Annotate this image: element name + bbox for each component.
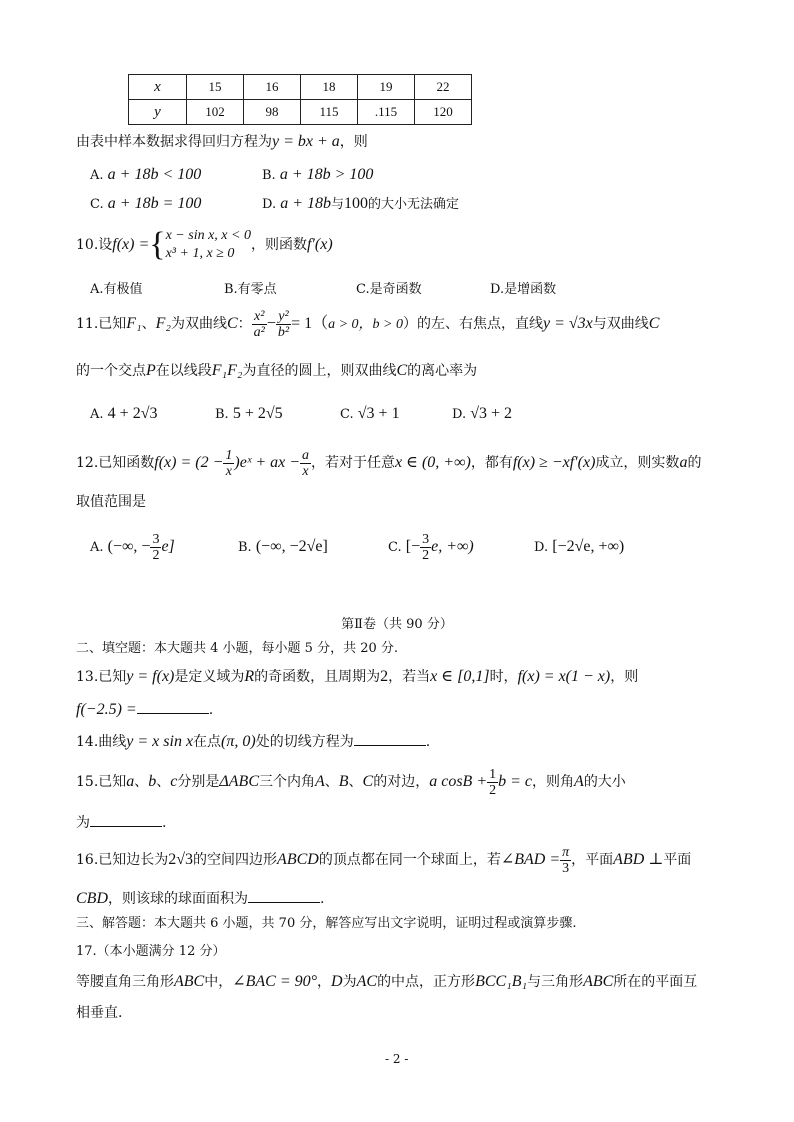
option-value: a + 18b = 100 — [107, 195, 202, 212]
sample-data-table — [128, 74, 472, 125]
option-value: 5 + 2√5 — [232, 405, 283, 422]
question-number: 12. — [76, 455, 99, 471]
q16-text: 的空间四边形 — [193, 852, 278, 868]
q15-text: 三个内角 — [258, 774, 315, 790]
q12-option-a[interactable] — [90, 530, 175, 565]
q15-text: 为 — [76, 815, 90, 831]
q12-frac2 — [300, 448, 311, 479]
option-label: A. — [90, 407, 104, 422]
answer-blank[interactable] — [90, 812, 162, 827]
q17-math: ABC — [583, 973, 614, 990]
option-label: B. — [238, 540, 252, 555]
q11-sep: 、 — [141, 316, 156, 332]
q10-text2: ，则函数 — [250, 237, 307, 253]
q17-text: 与三角形 — [527, 974, 584, 990]
q9-stem-text: 由表中样本数据求得回归方程为 — [76, 134, 272, 150]
question-number: 11. — [76, 316, 99, 332]
q11-option-a[interactable] — [90, 405, 157, 424]
q10-option-d[interactable]: D.是增函数 — [490, 282, 557, 297]
q14-text: 处的切线方程为 — [255, 734, 354, 750]
q17-math: ABC — [174, 973, 205, 990]
option-label: B. — [262, 168, 276, 183]
option-label: C. — [340, 407, 354, 422]
q15-stem — [76, 764, 626, 800]
q11-p: P — [146, 362, 156, 379]
table-cell: 18 — [301, 75, 358, 100]
q15-text: 分别是 — [177, 774, 220, 790]
q12-text: 的 — [687, 455, 702, 471]
q9-regression-eq: y = bx + a — [272, 133, 340, 150]
q13-math: f(x) = x(1 − x) — [517, 668, 611, 685]
option-value: a + 18b < 100 — [107, 166, 202, 183]
option-value: 4 + 2√3 — [107, 405, 158, 422]
q11-option-c[interactable] — [340, 405, 400, 424]
q11-frac1 — [252, 309, 267, 340]
q12-text: ，若对于任意 — [311, 455, 396, 471]
q13-text: 已知 — [98, 669, 127, 685]
table-cell: 98 — [244, 100, 301, 125]
q17-text: 中， — [204, 974, 233, 990]
q11-c: C — [648, 315, 660, 332]
q11-text: 的一个交点 — [76, 363, 146, 379]
q9-option-c[interactable] — [90, 195, 201, 214]
q15-sep: 、 — [134, 774, 149, 790]
q11-text: ）的左、右焦点，直线 — [403, 316, 543, 332]
frac-num: 3 — [152, 532, 160, 547]
table-cell: 16 — [244, 75, 301, 100]
frac-num: 3 — [422, 532, 430, 547]
q12-option-c[interactable] — [388, 530, 474, 565]
q11-c: C — [226, 315, 238, 332]
table-cell: 120 — [415, 100, 472, 125]
q14-math: y = x sin x — [126, 733, 194, 750]
q16-math: ABCD — [277, 851, 319, 868]
row-label-y: y — [129, 100, 187, 125]
q12-text: ，都有 — [470, 455, 513, 471]
option-value: 100 — [344, 195, 369, 212]
option-text: 与 — [331, 197, 345, 212]
q13-text: 是定义域为 — [174, 669, 245, 685]
q10-stem — [76, 225, 333, 265]
q15-math: a cosB + — [429, 773, 488, 790]
frac-den: 2 — [422, 548, 430, 563]
q14-math: (π, 0) — [221, 733, 256, 750]
q15-sep: 、 — [156, 774, 171, 790]
q11-cond: a > 0，b > 0 — [328, 317, 403, 332]
option-label: A. — [90, 168, 104, 183]
answer-blank[interactable] — [248, 888, 320, 903]
q11-f1: F₁ — [126, 315, 142, 332]
q16-text: 的顶点都在同一个球面上，若 — [318, 852, 501, 868]
frac-num: 1 — [489, 766, 497, 782]
section2-heading: 二、填空题：本大题共 4 小题，每小题 5 分，共 20 分. — [76, 641, 399, 656]
q11-f1f2: F₁F₂ — [211, 362, 243, 379]
q13-math: y = f(x) — [126, 668, 175, 685]
option-label: C. — [388, 540, 402, 555]
q14-stem — [76, 731, 430, 751]
q17-text: 所在的平面互 — [613, 974, 698, 990]
q9-option-d[interactable] — [262, 195, 459, 214]
q16-text: ，平面 — [571, 852, 614, 868]
q15-math: ΔABC — [219, 773, 259, 790]
q15-math: c — [170, 773, 178, 790]
q12-text: 成立，则实数 — [595, 455, 680, 471]
option-label: D. — [452, 407, 467, 422]
q15-text: 已知 — [98, 774, 127, 790]
q12-stem-line2: 取值范围是 — [76, 494, 146, 510]
q14-end: . — [425, 734, 431, 750]
q17-heading: 17.（本小题满分 12 分） — [76, 944, 226, 959]
q17-math: AC — [356, 973, 378, 990]
option-value: a + 18b — [280, 195, 332, 212]
page-number: - 2 - — [385, 1052, 409, 1066]
q11-colon: ： — [237, 316, 252, 332]
q17-text: 的中点，正方形 — [377, 974, 476, 990]
option-text: 的大小无法确定 — [368, 197, 460, 212]
q12-ineq: f(x) ≥ −xf′(x) — [512, 454, 596, 471]
frac-den: 2 — [489, 782, 497, 798]
q16-end: . — [320, 891, 325, 907]
q15-math: a — [126, 773, 135, 790]
q10-case1: x − sin x, x < 0 — [165, 228, 251, 243]
table-cell: 15 — [187, 75, 244, 100]
q10-case2: x³ + 1, x ≥ 0 — [165, 246, 235, 261]
q13-text: 的奇函数，且周期为 — [254, 669, 381, 685]
option-frac — [420, 532, 431, 563]
q15-end: . — [162, 815, 167, 831]
q17-math: D — [331, 973, 343, 990]
q15-sep: 、 — [324, 774, 339, 790]
q15-text: 的大小 — [583, 774, 626, 790]
table-cell: .115 — [358, 100, 415, 125]
q13-text: 时， — [489, 669, 518, 685]
q16-stem — [76, 842, 691, 878]
q14-text: 曲线 — [98, 734, 127, 750]
q11-text: 为直径的圆上，则双曲线 — [242, 363, 397, 379]
q10-option-c[interactable]: C.是奇函数 — [356, 282, 422, 297]
q13-text: ，若当 — [388, 669, 431, 685]
frac-num: 1 — [225, 447, 233, 463]
q15-math: C — [362, 773, 374, 790]
q11-option-b[interactable] — [215, 405, 283, 424]
option-value: (−∞, −2√e] — [255, 538, 328, 555]
frac-den: x — [225, 463, 232, 479]
table-row — [129, 75, 472, 100]
q13-end: . — [208, 702, 214, 718]
q11-f2: F₂ — [155, 315, 171, 332]
q13-math: 2 — [380, 668, 389, 685]
frac-den: 2 — [152, 548, 160, 563]
q9-option-a[interactable] — [90, 166, 201, 185]
question-number: 14. — [76, 734, 99, 750]
question-number: 16. — [76, 852, 99, 868]
q12-a: a — [679, 454, 688, 471]
option-label: C. — [90, 197, 104, 212]
q11-c: C — [396, 362, 408, 379]
q11-text: 已知 — [98, 316, 127, 332]
q16-math: ABD ⊥ — [613, 851, 664, 868]
q11-text: 与双曲线 — [592, 316, 649, 332]
q11-stem-line2 — [76, 362, 477, 380]
frac-den: 3 — [562, 860, 570, 876]
option-frac — [150, 532, 161, 563]
q13-ask — [76, 699, 213, 719]
q17-math: ∠BAC = 90° — [232, 973, 318, 990]
option-label: B. — [215, 407, 229, 422]
q12-def: f(x) = (2 − — [154, 454, 224, 471]
section3-heading: 三、解答题：本大题共 6 小题，共 70 分，解答应写出文字说明，证明过程或演算步骤. — [76, 916, 577, 931]
option-value: [−2√e, +∞) — [552, 538, 625, 555]
question-number: 10. — [76, 237, 99, 253]
q12-option-b[interactable] — [238, 538, 328, 557]
frac-den: b² — [277, 324, 290, 340]
q12-option-d[interactable] — [534, 538, 624, 557]
table-row — [129, 100, 472, 125]
frac-num: y² — [276, 309, 291, 325]
q11-text: 为双曲线 — [170, 316, 227, 332]
q16-text: 平面 — [663, 852, 692, 868]
q15-text: ，则角 — [532, 774, 575, 790]
q11-text: 的离心率为 — [407, 363, 478, 379]
q16-text: 已知边长为 — [98, 852, 169, 868]
frac-den: x — [302, 463, 309, 479]
option-value: √3 + 1 — [357, 405, 400, 422]
q14-text: 在点 — [193, 734, 222, 750]
q17-math: BCC₁B₁ — [475, 973, 528, 990]
q15-text: 的对边， — [373, 774, 430, 790]
brace-glyph: { — [149, 226, 166, 263]
q10-deriv: f′(x) — [306, 236, 333, 253]
answer-blank[interactable] — [354, 731, 426, 746]
q9-stem-end: ，则 — [339, 134, 368, 150]
option-value: [− — [405, 538, 421, 555]
table-cell: 115 — [301, 100, 358, 125]
q11-text: 在以线段 — [155, 363, 212, 379]
question-number: 15. — [76, 774, 99, 790]
q13-math: R — [244, 668, 255, 685]
answer-blank[interactable] — [137, 699, 209, 714]
q13-stem — [76, 668, 638, 686]
q17-text: ， — [317, 974, 332, 990]
table-cell: 22 — [415, 75, 472, 100]
frac-num: x² — [252, 309, 267, 325]
q11-option-d[interactable] — [452, 405, 512, 424]
q10-option-b[interactable]: B.有零点 — [224, 282, 277, 297]
q15-line2 — [76, 812, 166, 832]
q9-stem — [76, 133, 368, 151]
option-label: A. — [90, 540, 104, 555]
q11-stem — [76, 306, 659, 342]
q11-line: y = √3x — [543, 315, 593, 332]
q16-frac — [560, 845, 571, 876]
q13-text: ，则 — [610, 669, 639, 685]
q15-math: B — [338, 773, 349, 790]
q16-math: ∠BAD = — [500, 851, 561, 868]
q17-text: 为 — [342, 974, 357, 990]
q15-sep: 、 — [348, 774, 363, 790]
option-label: D. — [262, 197, 277, 212]
q15-frac — [487, 767, 498, 798]
q10-text: 设 — [98, 237, 113, 253]
q13-math: f(−2.5) = — [76, 701, 137, 718]
q16-line2 — [76, 888, 324, 908]
q11-minus: − — [266, 315, 276, 332]
q12-frac1 — [223, 448, 234, 479]
q11-frac2 — [276, 309, 291, 340]
q13-math: x ∈ [0,1] — [430, 668, 490, 685]
q11-eq: = 1（ — [291, 315, 329, 332]
q15-math: b — [148, 773, 157, 790]
table-cell: 102 — [187, 100, 244, 125]
part2-title: 第Ⅱ卷（共 90 分） — [341, 617, 453, 632]
q17-stem — [76, 973, 697, 991]
option-label: D. — [534, 540, 549, 555]
frac-num: a — [302, 447, 310, 463]
q16-math: CBD — [76, 890, 108, 907]
option-value: √3 + 2 — [470, 405, 513, 422]
question-number: 13. — [76, 669, 99, 685]
q15-math: A — [314, 773, 325, 790]
q10-func: f(x) = — [112, 236, 150, 253]
option-value: a + 18b > 100 — [279, 166, 374, 183]
table-cell: 19 — [358, 75, 415, 100]
q12-def: )eˣ + ax − — [234, 454, 301, 471]
option-value: e] — [161, 538, 175, 555]
q15-math: b = c — [498, 773, 533, 790]
option-value: (−∞, − — [107, 538, 151, 555]
row-label-x: x — [129, 75, 187, 100]
q17-line2: 相垂直. — [76, 1005, 123, 1021]
q12-text: 已知函数 — [98, 455, 155, 471]
q16-text: ，则该球的球面面积为 — [108, 891, 248, 907]
q15-math: A — [574, 773, 584, 790]
q17-text: 等腰直角三角形 — [76, 974, 174, 990]
q10-cases — [166, 227, 251, 263]
q12-stem — [76, 445, 701, 481]
frac-num: π — [562, 844, 570, 860]
q12-cond: x ∈ (0, +∞) — [395, 454, 471, 471]
q9-option-b[interactable] — [262, 166, 373, 185]
frac-den: a² — [253, 324, 265, 340]
q10-option-a[interactable]: A.有极值 — [90, 282, 143, 297]
q16-math: 2√3 — [168, 851, 194, 868]
option-value: e, +∞) — [431, 538, 474, 555]
